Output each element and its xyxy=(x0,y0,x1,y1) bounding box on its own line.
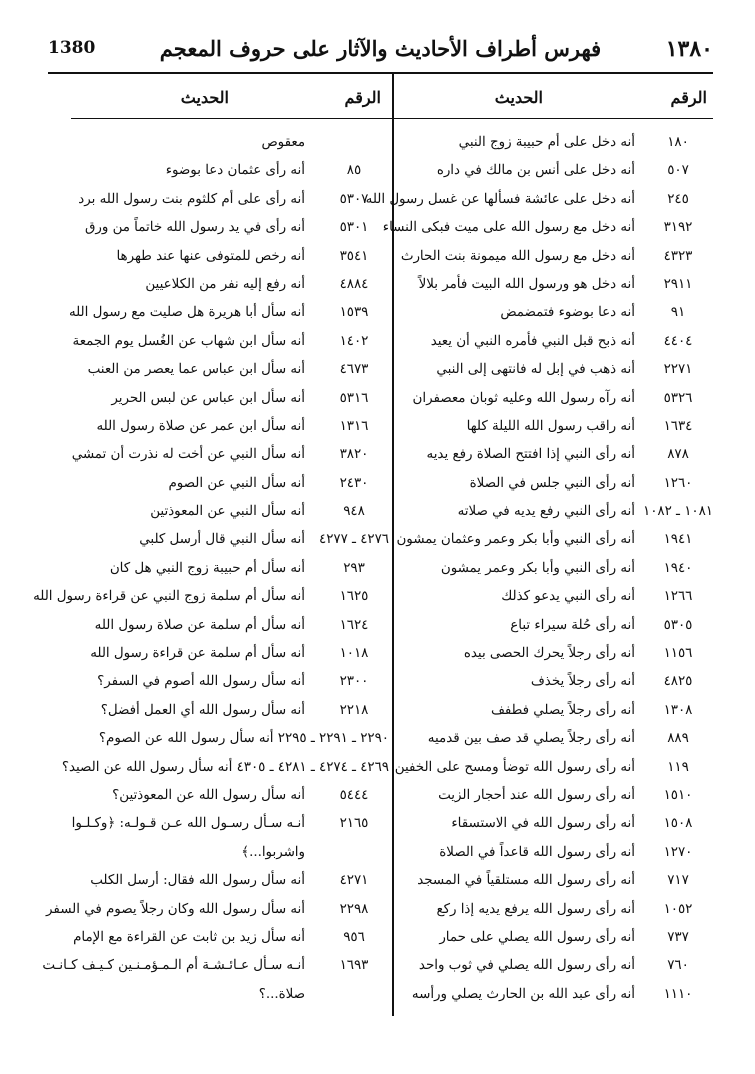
entry-text: أنه رأى رسول الله مستلقياً في المسجد xyxy=(417,873,635,889)
entry-number: ١٣١٦ xyxy=(339,418,369,434)
entry-number: ٥٣٠٥ xyxy=(663,617,693,633)
index-entry xyxy=(363,214,713,242)
entry-number: ٢٢٩٨ xyxy=(339,901,369,917)
entry-number: ١٩٤٠ xyxy=(663,560,693,576)
entry-text: أنه دخل مع رسول الله على ميت فبكى النساء xyxy=(382,220,635,236)
entry-text: أنه سأل ابن عباس عن لبس الحرير xyxy=(111,390,305,406)
index-entry xyxy=(46,896,389,924)
entry-number: ٣٥٤١ xyxy=(339,248,369,264)
entry-number: ٤٨٢٥ xyxy=(663,674,693,690)
index-entry xyxy=(363,583,713,611)
index-entry xyxy=(363,697,713,725)
entry-text: أنه سأل أم سلمة عن قراءة رسول الله xyxy=(90,646,305,662)
index-entry xyxy=(68,299,389,327)
entry-number: ١٠٨١ ـ ١٠٨٢ xyxy=(643,504,713,520)
entry-text: أنه دخل على أنس بن مالك في داره xyxy=(436,163,635,179)
entry-number: ٧٣٧ xyxy=(667,929,689,945)
page-title: فهرس أطراف الأحاديث والآثار على حروف المعجم xyxy=(159,36,602,61)
index-entry xyxy=(363,668,713,696)
entry-number: ٥٠٧ xyxy=(667,163,689,179)
index-entry xyxy=(363,782,713,810)
index-entry xyxy=(71,810,389,838)
entry-text: أنه رأى على أم كلثوم بنت رسول الله برد xyxy=(78,191,305,207)
entry-number: ١١٥٦ xyxy=(663,646,693,662)
entry-number: ١٦٢٥ xyxy=(339,589,369,605)
index-entry xyxy=(363,441,713,469)
entry-number: ١٥٠٨ xyxy=(663,816,693,832)
index-entry xyxy=(33,583,389,611)
index-entry xyxy=(71,697,389,725)
index-entry xyxy=(71,981,389,1009)
entry-number: ٣١٩٢ xyxy=(663,220,693,236)
page-number-arabic: ١٣٨٠ xyxy=(665,36,713,62)
index-entry xyxy=(71,782,389,810)
index-entry xyxy=(71,526,389,554)
entry-text: أنه رفع إليه نفر من الكلاعيين xyxy=(145,276,305,292)
entry-text: أنه رأى النبي جلس في الصلاة xyxy=(469,475,635,491)
index-entry xyxy=(363,981,713,1009)
hadith-header: الحديث xyxy=(180,88,229,107)
header-rule xyxy=(48,72,713,74)
entry-text: أنه رأى النبي وأبا بكر وعمر وعثمان يمشون xyxy=(396,532,635,548)
index-entry xyxy=(71,867,389,895)
index-entry xyxy=(363,526,713,554)
entry-number: ٤٦٧٣ xyxy=(339,362,369,378)
entry-number: ١٩٤١ xyxy=(663,532,693,548)
entry-number: ٩٤٨ xyxy=(343,504,365,520)
right-column xyxy=(363,78,713,1009)
entry-text: أنه سأل أبا هريرة هل صليت مع رسول الله xyxy=(68,305,305,321)
index-entry xyxy=(363,640,713,668)
entry-number: ١٦٩٣ xyxy=(339,958,369,974)
index-entry xyxy=(71,356,389,384)
entry-text: أنه سأل رسول الله فقال: أرسل الكلب xyxy=(90,873,305,889)
entry-text: أنه رأى رسول الله يرفع يديه إذا ركع xyxy=(436,901,635,917)
index-entry xyxy=(71,328,389,356)
page-header xyxy=(48,34,713,70)
entry-text: أنه رأى رسول الله يصلي في ثوب واحد xyxy=(418,958,635,974)
index-entry xyxy=(363,896,713,924)
entry-text: ٤٢٦٩ ـ ٤٢٧٤ ـ ٤٢٨١ ـ ٤٣٠٥ أنه سأل رسول الله عن الصيد؟ xyxy=(61,759,389,775)
index-entry xyxy=(71,640,389,668)
index-entry xyxy=(71,470,389,498)
entry-text: أنه سأل رسول الله وكان رجلاً يصوم في السفر xyxy=(46,901,305,917)
entry-text: أنه سأل ابن شهاب عن الغُسل يوم الجمعة xyxy=(72,333,305,349)
index-entry xyxy=(71,441,389,469)
entry-text: أنه سأل النبي قال أرسل كلبي xyxy=(139,532,305,548)
entry-number: ٤٣٢٣ xyxy=(663,248,693,264)
index-entry xyxy=(71,668,389,696)
entry-number: ١١٩ xyxy=(667,759,689,775)
index-entry xyxy=(363,839,713,867)
entry-number: ٥٣٢٦ xyxy=(663,390,693,406)
page-number-latin: 1380 xyxy=(48,38,96,58)
right-rows xyxy=(363,129,713,1009)
entry-text: أنه رأى عثمان دعا بوضوء xyxy=(165,163,305,179)
entry-text: أنه رأى رسول الله قاعداً في الصلاة xyxy=(439,844,635,860)
entry-text: أنه سأل النبي عن أخت له نذرت أن تمشي xyxy=(71,447,305,463)
entry-text: أنه رأى رجلاً يصلي فطفف xyxy=(490,702,635,718)
entry-text: أنه رأى عبد الله بن الحارث يصلي ورأسه xyxy=(411,986,635,1002)
index-entry xyxy=(363,328,713,356)
entry-number: ٥٣٠٧ xyxy=(339,191,369,207)
entry-number: ١١١٠ xyxy=(663,986,693,1002)
entry-number: ١٢٦٠ xyxy=(663,475,693,491)
index-entry xyxy=(363,952,713,980)
entry-number: ٢١٦٥ xyxy=(339,816,369,832)
entry-text: أنه راقب رسول الله الليلة كلها xyxy=(466,418,635,434)
index-entry xyxy=(363,157,713,185)
entry-text: أنه سأل أم سلمة عن صلاة رسول الله xyxy=(94,617,305,633)
index-entry xyxy=(71,385,389,413)
entry-number: ٤٢٧١ xyxy=(339,873,369,889)
entry-number: ١٥١٠ xyxy=(663,787,693,803)
index-entry xyxy=(363,924,713,952)
entry-number: ٩١ xyxy=(670,305,686,321)
index-entry xyxy=(363,810,713,838)
entry-number: ١٨٠ xyxy=(667,135,689,150)
entry-number: ١٦٢٤ xyxy=(339,617,369,633)
index-entry xyxy=(42,952,389,980)
entry-text: أنـه سـأل رسـول الله عـن قـولـه: ﴿وكـلـوا xyxy=(71,816,305,832)
index-entry xyxy=(61,754,389,782)
entry-text: أنه رأى رسول الله عند أحجار الزيت xyxy=(438,787,635,803)
entry-text: أنه رأى في يد رسول الله خاتماً من ورق xyxy=(84,220,305,236)
entry-text: أنه رأى النبي رفع يديه في صلاته xyxy=(457,504,635,520)
entry-text: أنه سأل رسول الله أي العمل أفضل؟ xyxy=(100,702,305,718)
entry-number: ٢٢١٨ xyxy=(339,702,369,718)
entry-number: ٤٨٨٤ xyxy=(339,276,369,292)
index-entry xyxy=(71,243,389,271)
entry-number: ٨٨٩ xyxy=(667,731,689,747)
entry-text: أنه سأل رسول الله أصوم في السفر؟ xyxy=(97,674,305,690)
entry-text: أنه رخص للمتوفى عنها عند طهرها xyxy=(116,248,305,264)
index-entry xyxy=(363,413,713,441)
number-header: الرقم xyxy=(344,88,381,107)
index-entry xyxy=(363,299,713,327)
entry-number: ٢٢٧١ xyxy=(663,362,693,378)
index-entry xyxy=(71,157,389,185)
entry-number: ١٠١٨ xyxy=(339,646,369,662)
entry-text: أنه رأى النبي يدعو كذلك xyxy=(501,589,635,605)
index-entry xyxy=(71,129,389,157)
index-entry xyxy=(71,271,389,299)
entry-text: أنه سأل ابن عمر عن صلاة رسول الله xyxy=(96,418,305,434)
entry-number: ٧٦٠ xyxy=(667,958,689,974)
entry-number: ١٢٦٦ xyxy=(663,589,693,605)
index-entry xyxy=(71,725,389,753)
index-entry xyxy=(363,867,713,895)
entry-text: أنه سأل رسول الله عن المعوذتين؟ xyxy=(112,787,305,803)
entry-text: أنه رأى رسول الله يصلي على حمار xyxy=(439,929,635,945)
entry-number: ٥٤٤٤ xyxy=(339,787,369,803)
entry-number: ١٦٣٤ xyxy=(663,418,693,434)
entry-text: أنه رأى رجلاً يخذف xyxy=(530,674,635,690)
entry-number: ٣٨٢٠ xyxy=(339,447,369,463)
entry-number: ٨٧٨ xyxy=(667,447,689,463)
entry-number: ٢٣٠٠ xyxy=(339,674,369,690)
index-entry xyxy=(363,271,713,299)
entry-text: أنه سأل النبي عن المعوذتين xyxy=(150,504,305,520)
entry-text: أنه رآه رسول الله وعليه ثوبان معصفران xyxy=(412,390,635,406)
left-column-header xyxy=(71,78,389,119)
entry-text: أنه دخل على عائشة فسألها عن غسل رسول الله xyxy=(365,191,635,207)
index-entry xyxy=(71,186,389,214)
index-entry xyxy=(363,356,713,384)
index-entry xyxy=(71,498,389,526)
entry-text: أنه ذبح قبل النبي فأمره النبي أن يعيد xyxy=(430,333,635,349)
entry-text: معقوص xyxy=(261,135,305,150)
entry-text: أنه رأى النبي وأبا بكر وعمر يمشون xyxy=(440,560,635,576)
entry-number: ٤٤٠٤ xyxy=(663,333,693,349)
entry-text: أنه رأى رسول الله في الاستسقاء xyxy=(451,816,635,832)
index-entry xyxy=(71,555,389,583)
index-entry xyxy=(363,555,713,583)
entry-text: أنه رأى حُلة سيراء تباع xyxy=(510,617,635,633)
left-rows xyxy=(33,129,389,1009)
index-entry xyxy=(363,243,713,271)
entry-text: أنه دخل مع رسول الله ميمونة بنت الحارث xyxy=(400,248,635,264)
entry-number: ١٥٣٩ xyxy=(339,305,369,321)
entry-text: ٢٢٩٠ ـ ٢٢٩١ ـ ٢٢٩٥ أنه سأل رسول الله عن الصوم؟ xyxy=(98,731,389,747)
index-entry xyxy=(363,385,713,413)
right-column-header xyxy=(363,78,713,119)
entry-number: ١٢٧٠ xyxy=(663,844,693,860)
entry-number: ٥٣٠١ xyxy=(339,220,369,236)
entry-number: ٩٥٦ xyxy=(343,929,365,945)
index-entry xyxy=(363,612,713,640)
entry-number: ٢٤٣٠ xyxy=(339,475,369,491)
index-entry xyxy=(363,470,713,498)
number-header: الرقم xyxy=(670,88,707,107)
left-column xyxy=(33,78,389,1009)
entry-text: أنه سأل ابن عباس عما يعصر من العنب xyxy=(87,362,305,378)
entry-text: أنه رأى النبي إذا افتتح الصلاة رفع يديه xyxy=(426,447,635,463)
hadith-header: الحديث xyxy=(494,88,543,107)
index-entry xyxy=(363,186,713,214)
entry-number: ٢٩١١ xyxy=(663,276,693,292)
index-entry xyxy=(363,725,713,753)
index-entry xyxy=(363,498,713,526)
entry-number: ٥٣١٦ xyxy=(339,390,369,406)
entry-number: ٤٢٧٦ ـ ٤٢٧٧ xyxy=(319,532,389,548)
entry-text: صلاة...؟ xyxy=(258,986,305,1002)
entry-text: أنه رأى رجلاً يصلي قد صف بين قدميه xyxy=(427,731,635,747)
entry-number: ٢٩٣ xyxy=(343,560,365,576)
entry-text: أنه رأى رجلاً يحرك الحصى بيده xyxy=(463,646,635,662)
entry-text: أنه سأل أم حبيبة زوج النبي هل كان xyxy=(109,560,305,576)
entry-number: ٢٤٥ xyxy=(667,191,689,207)
entry-text: أنـه سـأل عـائـشـة أم الـمـؤمـنـين كـيـف كـانـت xyxy=(42,958,305,974)
entry-text: أنه رأى رسول الله توضأ ومسح على الخفين xyxy=(394,759,635,775)
entry-text: أنه سأل النبي عن الصوم xyxy=(168,475,305,491)
entry-text: أنه سأل أم سلمة زوج النبي عن قراءة رسول الله xyxy=(33,589,305,605)
entry-text: واشربوا...﴾ xyxy=(241,844,305,860)
entry-text: أنه دخل هو ورسول الله البيت فأمر بلالاً xyxy=(418,276,635,292)
entry-number: ١٣٠٨ xyxy=(663,702,693,718)
index-entry xyxy=(71,924,389,952)
entry-number: ١٤٠٢ xyxy=(339,333,369,349)
entry-number: ٧١٧ xyxy=(667,873,689,889)
index-entry xyxy=(71,214,389,242)
entry-text: أنه سأل زيد بن ثابت عن القراءة مع الإمام xyxy=(73,929,305,945)
index-entry xyxy=(71,839,389,867)
index-entry xyxy=(71,612,389,640)
entry-number: ٨٥ xyxy=(346,163,362,179)
index-entry xyxy=(363,754,713,782)
entry-number: ١٠٥٢ xyxy=(663,901,693,917)
index-entry xyxy=(363,129,713,157)
entry-text: أنه دعا بوضوء فتمضمض xyxy=(500,305,635,321)
entry-text: أنه دخل على أم حبيبة زوج النبي xyxy=(458,135,635,150)
index-entry xyxy=(71,413,389,441)
entry-text: أنه ذهب في إبل له فانتهى إلى النبي xyxy=(436,362,635,378)
